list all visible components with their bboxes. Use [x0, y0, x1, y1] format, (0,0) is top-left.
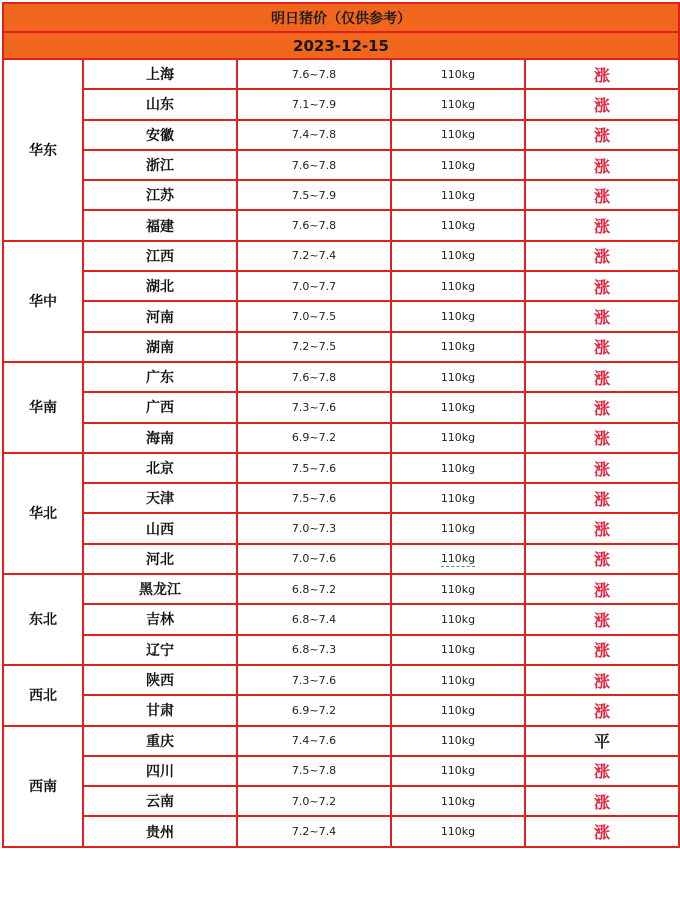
- table-row: [3, 301, 679, 331]
- province-cell: 重庆: [83, 726, 237, 756]
- table-row: [3, 271, 679, 301]
- province-cell: 海南: [83, 423, 237, 453]
- province-cell: 湖南: [83, 332, 237, 362]
- table-row: [3, 241, 679, 271]
- weight-text-spellcheck-underline: 110kg: [440, 552, 476, 566]
- trend-cell: 涨: [525, 150, 679, 180]
- price-range-cell: 7.2~7.4: [237, 241, 391, 271]
- price-range-cell: 7.3~7.6: [237, 665, 391, 695]
- price-range-cell: 7.5~7.6: [237, 483, 391, 513]
- price-range-cell: 7.2~7.4: [237, 816, 391, 846]
- weight-cell: 110kg: [391, 726, 525, 756]
- province-cell: 北京: [83, 453, 237, 483]
- weight-cell: 110kg: [391, 392, 525, 422]
- trend-cell: 涨: [525, 635, 679, 665]
- table-row: [3, 695, 679, 725]
- weight-cell: 110kg: [391, 120, 525, 150]
- weight-cell: 110kg: [391, 453, 525, 483]
- trend-cell: 平: [525, 726, 679, 756]
- table-row: [3, 756, 679, 786]
- province-cell: 甘肃: [83, 695, 237, 725]
- region-cell: 东北: [3, 574, 83, 665]
- weight-cell: 110kg: [391, 271, 525, 301]
- table-row: [3, 180, 679, 210]
- weight-cell: 110kg: [391, 756, 525, 786]
- trend-cell: 涨: [525, 604, 679, 634]
- province-cell: 陕西: [83, 665, 237, 695]
- weight-cell: 110kg: [391, 301, 525, 331]
- region-cell: 西南: [3, 726, 83, 847]
- province-cell: 贵州: [83, 816, 237, 846]
- price-range-cell: 7.0~7.7: [237, 271, 391, 301]
- trend-cell: 涨: [525, 301, 679, 331]
- table-row: [3, 574, 679, 604]
- price-range-cell: 7.3~7.6: [237, 392, 391, 422]
- price-range-cell: 7.5~7.9: [237, 180, 391, 210]
- price-range-cell: 7.6~7.8: [237, 150, 391, 180]
- table-row: [3, 89, 679, 119]
- trend-cell: 涨: [525, 180, 679, 210]
- price-range-cell: 7.6~7.8: [237, 210, 391, 240]
- table-row: [3, 604, 679, 634]
- trend-cell: 涨: [525, 574, 679, 604]
- weight-cell: 110kg: [391, 816, 525, 846]
- province-cell: 江苏: [83, 180, 237, 210]
- province-cell: 广西: [83, 392, 237, 422]
- trend-cell: 涨: [525, 120, 679, 150]
- table-row: [3, 665, 679, 695]
- trend-cell: 涨: [525, 786, 679, 816]
- province-cell: 河南: [83, 301, 237, 331]
- trend-cell: 涨: [525, 544, 679, 574]
- trend-cell: 涨: [525, 392, 679, 422]
- trend-cell: 涨: [525, 89, 679, 119]
- weight-cell: 110kg: [391, 786, 525, 816]
- price-range-cell: 6.8~7.2: [237, 574, 391, 604]
- weight-cell: 110kg: [391, 241, 525, 271]
- province-cell: 广东: [83, 362, 237, 392]
- weight-cell: 110kg: [391, 695, 525, 725]
- province-cell: 山西: [83, 513, 237, 543]
- province-cell: 天津: [83, 483, 237, 513]
- trend-cell: 涨: [525, 59, 679, 89]
- trend-cell: 涨: [525, 816, 679, 846]
- price-range-cell: 7.0~7.3: [237, 513, 391, 543]
- table-row: [3, 332, 679, 362]
- weight-cell: 110kg: [391, 635, 525, 665]
- region-cell: 华中: [3, 241, 83, 362]
- price-range-cell: 7.2~7.5: [237, 332, 391, 362]
- province-cell: 山东: [83, 89, 237, 119]
- weight-cell: 110kg: [391, 210, 525, 240]
- table-title: 明日猪价（仅供参考）: [3, 3, 679, 32]
- weight-cell: 110kg: [391, 332, 525, 362]
- table-date: 2023-12-15: [3, 32, 679, 59]
- province-cell: 云南: [83, 786, 237, 816]
- trend-cell: 涨: [525, 271, 679, 301]
- table-row: [3, 423, 679, 453]
- price-range-cell: 7.0~7.5: [237, 301, 391, 331]
- price-range-cell: 6.9~7.2: [237, 695, 391, 725]
- table-row: [3, 210, 679, 240]
- province-cell: 湖北: [83, 271, 237, 301]
- table-row: [3, 513, 679, 543]
- region-cell: 华北: [3, 453, 83, 574]
- province-cell: 河北: [83, 544, 237, 574]
- table-row: [3, 816, 679, 846]
- region-cell: 西北: [3, 665, 83, 726]
- table-row: [3, 59, 679, 89]
- trend-cell: 涨: [525, 241, 679, 271]
- table-row: [3, 786, 679, 816]
- weight-cell: 110kg: [391, 180, 525, 210]
- province-cell: 辽宁: [83, 635, 237, 665]
- trend-cell: 涨: [525, 513, 679, 543]
- price-range-cell: 7.5~7.8: [237, 756, 391, 786]
- price-table-container: [2, 2, 678, 848]
- table-row: [3, 392, 679, 422]
- trend-cell: 涨: [525, 756, 679, 786]
- price-range-cell: 7.6~7.8: [237, 362, 391, 392]
- table-row: [3, 453, 679, 483]
- table-row: [3, 635, 679, 665]
- table-row: [3, 483, 679, 513]
- table-row: [3, 726, 679, 756]
- weight-cell: 110kg: [391, 423, 525, 453]
- price-range-cell: 7.0~7.2: [237, 786, 391, 816]
- trend-cell: 涨: [525, 210, 679, 240]
- weight-cell: 110kg: [391, 665, 525, 695]
- province-cell: 福建: [83, 210, 237, 240]
- price-range-cell: 7.4~7.8: [237, 120, 391, 150]
- price-range-cell: 7.5~7.6: [237, 453, 391, 483]
- table-row: [3, 120, 679, 150]
- weight-cell: 110kg: [391, 604, 525, 634]
- table-row: [3, 362, 679, 392]
- weight-cell: [391, 544, 525, 574]
- price-range-cell: 6.8~7.3: [237, 635, 391, 665]
- weight-cell: 110kg: [391, 362, 525, 392]
- weight-cell: 110kg: [391, 574, 525, 604]
- price-range-cell: 7.0~7.6: [237, 544, 391, 574]
- price-range-cell: 7.1~7.9: [237, 89, 391, 119]
- province-cell: 四川: [83, 756, 237, 786]
- trend-cell: 涨: [525, 695, 679, 725]
- trend-cell: 涨: [525, 453, 679, 483]
- province-cell: 江西: [83, 241, 237, 271]
- province-cell: 吉林: [83, 604, 237, 634]
- price-range-cell: 7.6~7.8: [237, 59, 391, 89]
- region-cell: 华东: [3, 59, 83, 241]
- weight-cell: 110kg: [391, 89, 525, 119]
- price-range-cell: 6.9~7.2: [237, 423, 391, 453]
- weight-cell: 110kg: [391, 59, 525, 89]
- table-row: [3, 150, 679, 180]
- trend-cell: 涨: [525, 332, 679, 362]
- trend-cell: 涨: [525, 665, 679, 695]
- region-cell: 华南: [3, 362, 83, 453]
- weight-cell: 110kg: [391, 483, 525, 513]
- province-cell: 浙江: [83, 150, 237, 180]
- price-range-cell: 7.4~7.6: [237, 726, 391, 756]
- province-cell: 黑龙江: [83, 574, 237, 604]
- trend-cell: 涨: [525, 423, 679, 453]
- table-row: [3, 544, 679, 574]
- trend-cell: 涨: [525, 362, 679, 392]
- trend-cell: 涨: [525, 483, 679, 513]
- weight-cell: 110kg: [391, 150, 525, 180]
- weight-cell: 110kg: [391, 513, 525, 543]
- province-cell: 上海: [83, 59, 237, 89]
- pig-price-table: [2, 2, 680, 848]
- price-range-cell: 6.8~7.4: [237, 604, 391, 634]
- province-cell: 安徽: [83, 120, 237, 150]
